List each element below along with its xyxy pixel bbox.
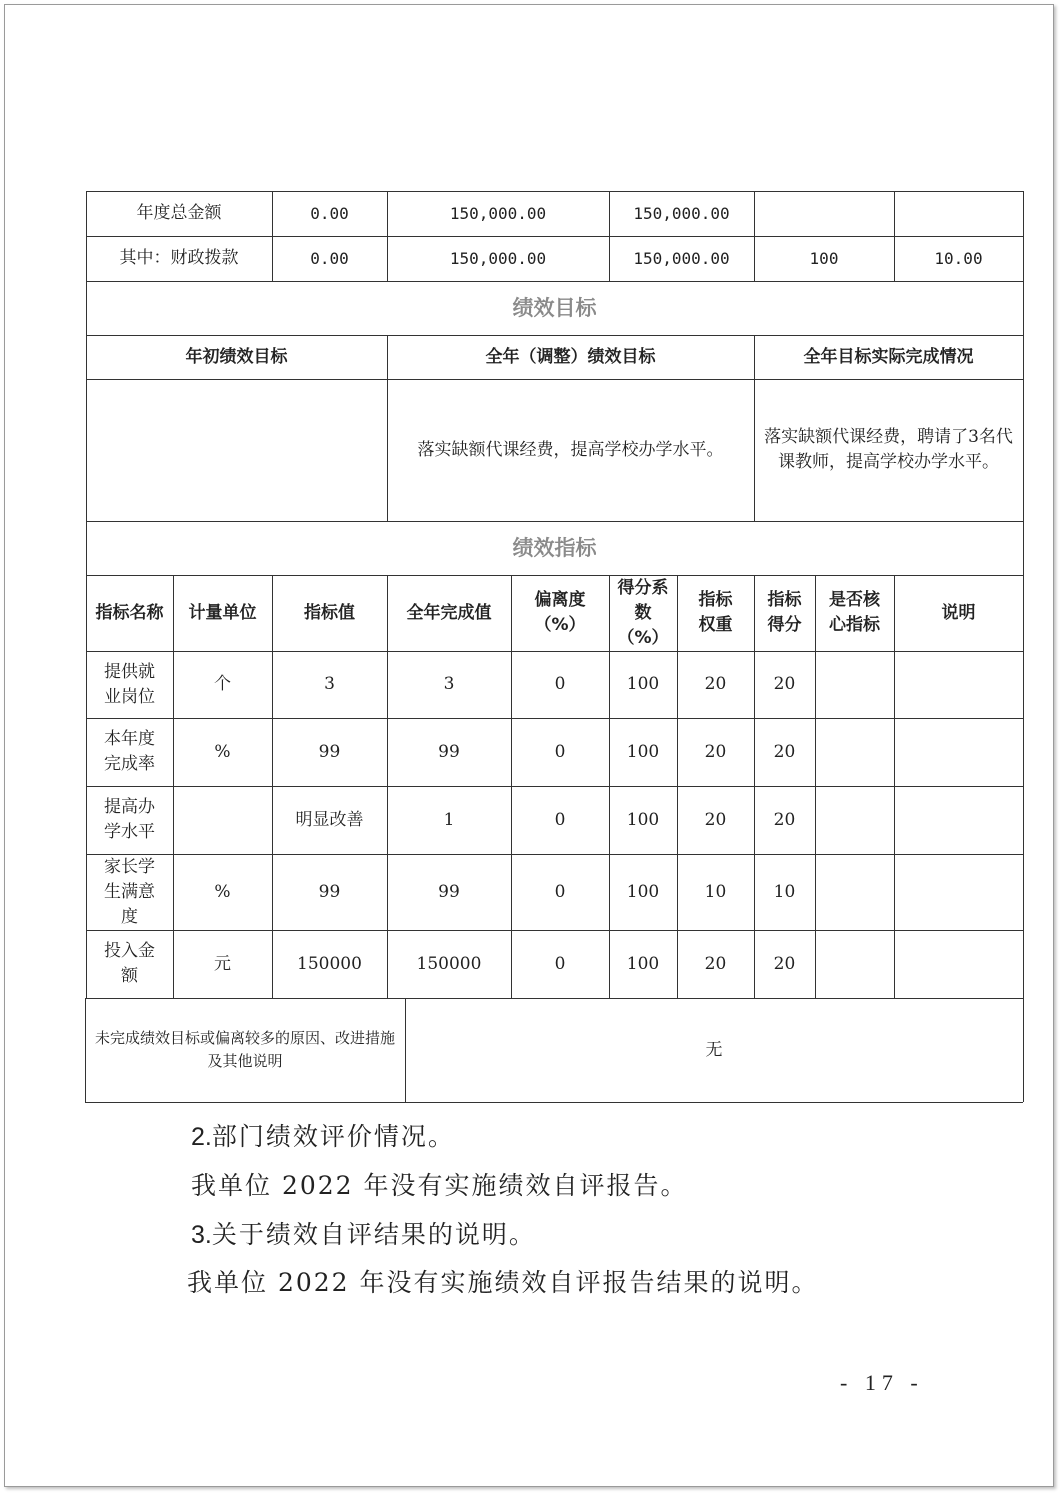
indicator-score: 20 xyxy=(773,809,796,830)
indicator-coef: 100 xyxy=(626,741,660,762)
indicator-target: 明显改善 xyxy=(295,809,364,830)
budget-cell: 0.00 xyxy=(310,204,349,223)
indicator-score: 10 xyxy=(773,881,796,902)
indicator-header: 是否核心指标 xyxy=(829,590,880,635)
grid-line xyxy=(387,335,388,521)
grid-line xyxy=(86,521,1023,522)
indicator-target: 99 xyxy=(318,881,341,902)
grid-line xyxy=(272,191,273,281)
indicator-weight: 20 xyxy=(704,953,727,974)
indicator-header: 指标权重 xyxy=(698,590,733,635)
paragraph-2-body: 我单位 2022 年没有实施绩效自评报告。 xyxy=(191,1171,688,1200)
indicator-core xyxy=(815,718,894,786)
grid-line xyxy=(677,575,678,998)
indicator-actual: 99 xyxy=(438,741,460,762)
grid-line xyxy=(85,998,1023,999)
indicator-actual: 1 xyxy=(443,809,455,830)
indicators-section-title: 绩效指标 xyxy=(512,535,597,560)
grid-line xyxy=(754,575,755,998)
paragraph-number: 3. xyxy=(191,1221,212,1249)
indicator-deviation: 0 xyxy=(554,953,566,974)
budget-cell: 150,000.00 xyxy=(449,204,547,223)
indicator-core xyxy=(815,854,894,930)
budget-cell: 150,000.00 xyxy=(633,204,730,223)
goals-header-actual: 全年目标实际完成情况 xyxy=(803,346,974,367)
grid-line xyxy=(754,191,755,281)
paragraph-text: 关于绩效自评结果的说明。 xyxy=(211,1220,536,1249)
indicator-deviation: 0 xyxy=(554,674,566,694)
indicator-weight: 20 xyxy=(704,741,727,762)
indicator-coef: 100 xyxy=(626,674,660,694)
budget-cell xyxy=(754,191,894,236)
indicator-note xyxy=(894,718,1023,786)
indicator-unit xyxy=(173,786,272,854)
indicator-deviation: 0 xyxy=(554,881,566,902)
indicator-name: 家长学生满意度 xyxy=(104,856,155,927)
grid-line xyxy=(609,575,610,998)
indicator-header: 指标名称 xyxy=(95,602,164,623)
indicator-name: 提高办学水平 xyxy=(104,797,155,842)
reasons-label: 未完成绩效目标或偏离较多的原因、改进措施及其他说明 xyxy=(94,1029,395,1070)
grid-line xyxy=(387,191,388,281)
grid-line xyxy=(894,575,895,998)
indicator-note xyxy=(894,854,1023,930)
grid-line xyxy=(815,575,816,998)
grid-line xyxy=(86,651,1023,652)
grid-line xyxy=(86,236,1023,237)
grid-line xyxy=(86,191,87,998)
indicator-core xyxy=(815,786,894,854)
goals-section-title: 绩效目标 xyxy=(512,295,597,320)
goals-adjusted-text: 落实缺额代课经费，提高学校办学水平。 xyxy=(417,439,724,460)
indicator-target: 3 xyxy=(324,674,335,694)
indicator-header: 指标得分 xyxy=(767,590,802,635)
grid-line xyxy=(86,335,1023,336)
grid-line xyxy=(86,191,1023,192)
indicator-note xyxy=(894,786,1023,854)
indicator-weight: 20 xyxy=(704,674,727,694)
indicator-coef: 100 xyxy=(626,809,660,830)
indicator-unit: % xyxy=(214,741,231,762)
grid-line xyxy=(609,191,610,281)
paragraph-text: 部门绩效评价情况。 xyxy=(211,1122,455,1151)
paragraph-3-body: 我单位 2022 年没有实施绩效自评报告结果的说明。 xyxy=(187,1268,819,1297)
grid-line xyxy=(894,191,895,281)
indicator-core xyxy=(815,930,894,998)
indicator-header: 说明 xyxy=(941,602,976,623)
indicator-score: 20 xyxy=(773,953,796,974)
goals-header-initial: 年初绩效目标 xyxy=(185,346,288,367)
indicator-name: 本年度完成率 xyxy=(104,729,155,774)
page-number: - 17 - xyxy=(840,1370,924,1395)
indicator-core xyxy=(815,651,894,718)
grid-line xyxy=(405,998,406,1102)
indicator-unit: 元 xyxy=(214,953,231,974)
paragraph-2-heading xyxy=(191,1117,455,1153)
indicator-header: 全年完成值 xyxy=(406,602,492,623)
budget-cell: 100 xyxy=(809,249,839,268)
grid-line xyxy=(86,379,1023,380)
grid-line xyxy=(85,1102,1023,1103)
grid-line xyxy=(511,575,512,998)
indicator-weight: 20 xyxy=(704,809,727,830)
indicator-actual: 150000 xyxy=(416,953,482,974)
indicator-actual: 99 xyxy=(438,881,460,902)
paragraph-3-heading xyxy=(191,1215,536,1251)
grid-line xyxy=(173,575,174,998)
grid-line xyxy=(754,335,755,521)
indicator-deviation: 0 xyxy=(554,741,566,762)
reasons-value: 无 xyxy=(705,1039,723,1060)
budget-cell xyxy=(894,191,1023,236)
indicator-score: 20 xyxy=(773,674,796,694)
goals-initial-text xyxy=(86,379,387,521)
indicator-coef: 100 xyxy=(626,953,660,974)
budget-cell: 10.00 xyxy=(934,249,983,268)
budget-row-label: 其中：财政拨款 xyxy=(119,248,239,268)
grid-line xyxy=(1023,191,1024,1102)
budget-row-label: 年度总金额 xyxy=(136,203,222,223)
grid-line xyxy=(86,930,1023,931)
indicator-unit: 个 xyxy=(214,674,231,694)
indicator-deviation: 0 xyxy=(554,809,566,830)
indicator-name: 提供就业岗位 xyxy=(104,661,155,707)
grid-line xyxy=(387,575,388,998)
indicator-note xyxy=(894,930,1023,998)
budget-cell: 150,000.00 xyxy=(449,249,547,268)
indicator-target: 99 xyxy=(318,741,341,762)
indicator-header: 计量单位 xyxy=(188,602,257,623)
goals-header-adjusted: 全年（调整）绩效目标 xyxy=(485,346,656,367)
grid-line xyxy=(86,854,1023,855)
grid-line xyxy=(272,575,273,998)
indicator-unit: % xyxy=(214,881,231,902)
paragraph-number: 2. xyxy=(191,1123,212,1151)
indicator-note xyxy=(894,651,1023,718)
goals-actual-text: 落实缺额代课经费，聘请了3名代课教师，提高学校办学水平。 xyxy=(764,427,1013,472)
grid-line xyxy=(86,786,1023,787)
grid-line xyxy=(85,998,86,1102)
indicator-header: 偏离度（%） xyxy=(534,590,586,635)
indicator-actual: 3 xyxy=(443,674,455,694)
grid-line xyxy=(86,575,1023,576)
budget-cell: 150,000.00 xyxy=(633,249,730,268)
grid-line xyxy=(86,718,1023,719)
indicator-name: 投入金额 xyxy=(104,941,155,986)
indicator-coef: 100 xyxy=(626,881,660,902)
indicator-header: 得分系数（%） xyxy=(617,577,669,648)
indicator-weight: 10 xyxy=(704,881,727,902)
grid-line xyxy=(86,281,1023,282)
indicator-target: 150000 xyxy=(297,953,362,974)
indicator-header: 指标值 xyxy=(304,602,355,623)
indicator-score: 20 xyxy=(773,741,796,762)
budget-cell: 0.00 xyxy=(310,249,349,268)
